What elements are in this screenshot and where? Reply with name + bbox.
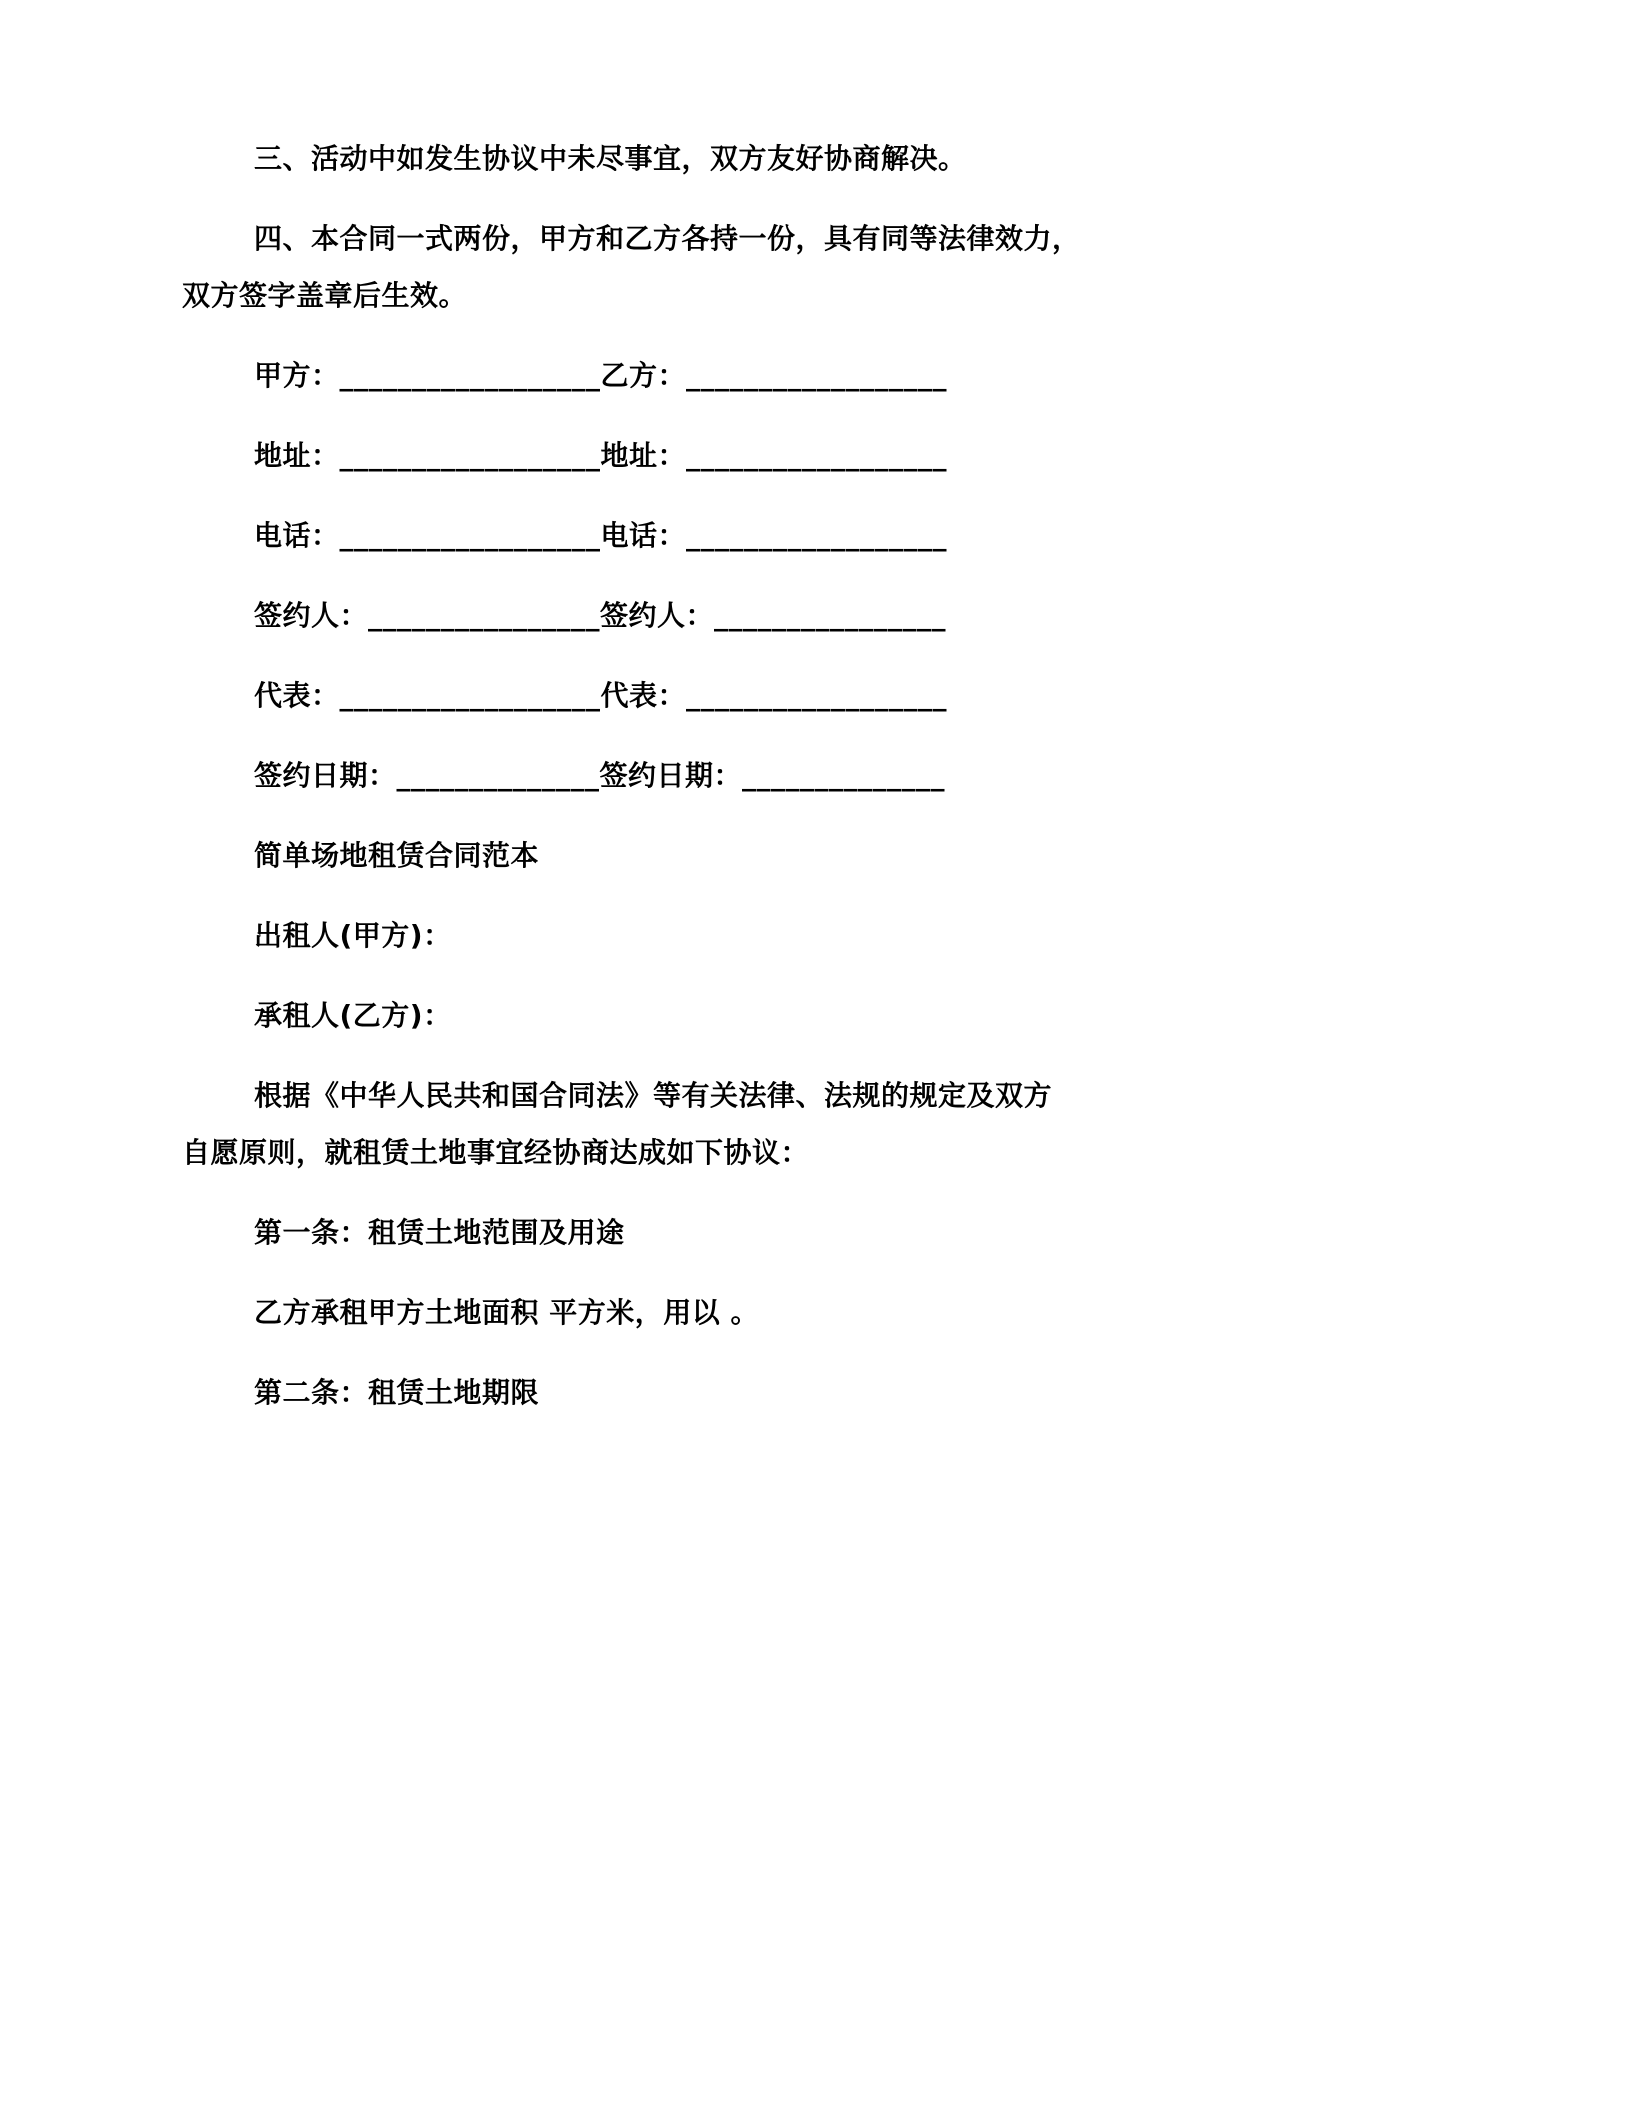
- signer-blanks: 签约人：________________签约人：________________: [254, 599, 947, 632]
- text-line: 自愿原则，就租赁土地事宜经协商达成如下协议：: [182, 1136, 810, 1169]
- address-blanks: 地址：__________________地址：__________________: [254, 439, 948, 472]
- article-one-body: [182, 1284, 1452, 1341]
- phone-blanks: 电话：__________________电话：__________________: [254, 519, 948, 552]
- sign-date-row: [182, 747, 1452, 804]
- text-line: 四、本合同一式两份，甲方和乙方各持一份，具有同等法律效力，: [254, 222, 1081, 255]
- party-a-b-blanks: 甲方：__________________乙方：__________________: [254, 359, 948, 392]
- lessee-line: [182, 987, 1452, 1044]
- phone-row: [182, 507, 1452, 564]
- preamble: [182, 1067, 1452, 1181]
- lessee-label: 承租人(乙方)：: [254, 999, 452, 1032]
- article-two-heading: [182, 1364, 1452, 1421]
- signer-row: [182, 587, 1452, 644]
- representative-row: [182, 667, 1452, 724]
- text-line: 三、活动中如发生协议中未尽事宜，双方友好协商解决。: [254, 142, 967, 175]
- subdocument-title: [182, 827, 1452, 884]
- representative-blanks: 代表：__________________代表：__________________: [254, 679, 948, 712]
- heading-text: 第一条：租赁土地范围及用途: [254, 1216, 625, 1249]
- text-line: 乙方承租甲方土地面积 平方米，用以 。: [254, 1296, 759, 1329]
- clause-four: [182, 210, 1452, 324]
- party-row: [182, 347, 1452, 404]
- text-line: 双方签字盖章后生效。: [182, 279, 468, 312]
- lessor-line: [182, 907, 1452, 964]
- clause-three: [182, 130, 1452, 187]
- text-line: 根据《中华人民共和国合同法》等有关法律、法规的规定及双方: [254, 1079, 1053, 1112]
- article-one-heading: [182, 1204, 1452, 1261]
- title-text: 简单场地租赁合同范本: [254, 839, 540, 872]
- sign-date-blanks: 签约日期：______________签约日期：______________: [254, 759, 946, 792]
- address-row: [182, 427, 1452, 484]
- heading-text: 第二条：租赁土地期限: [254, 1376, 540, 1409]
- lessor-label: 出租人(甲方)：: [254, 919, 452, 952]
